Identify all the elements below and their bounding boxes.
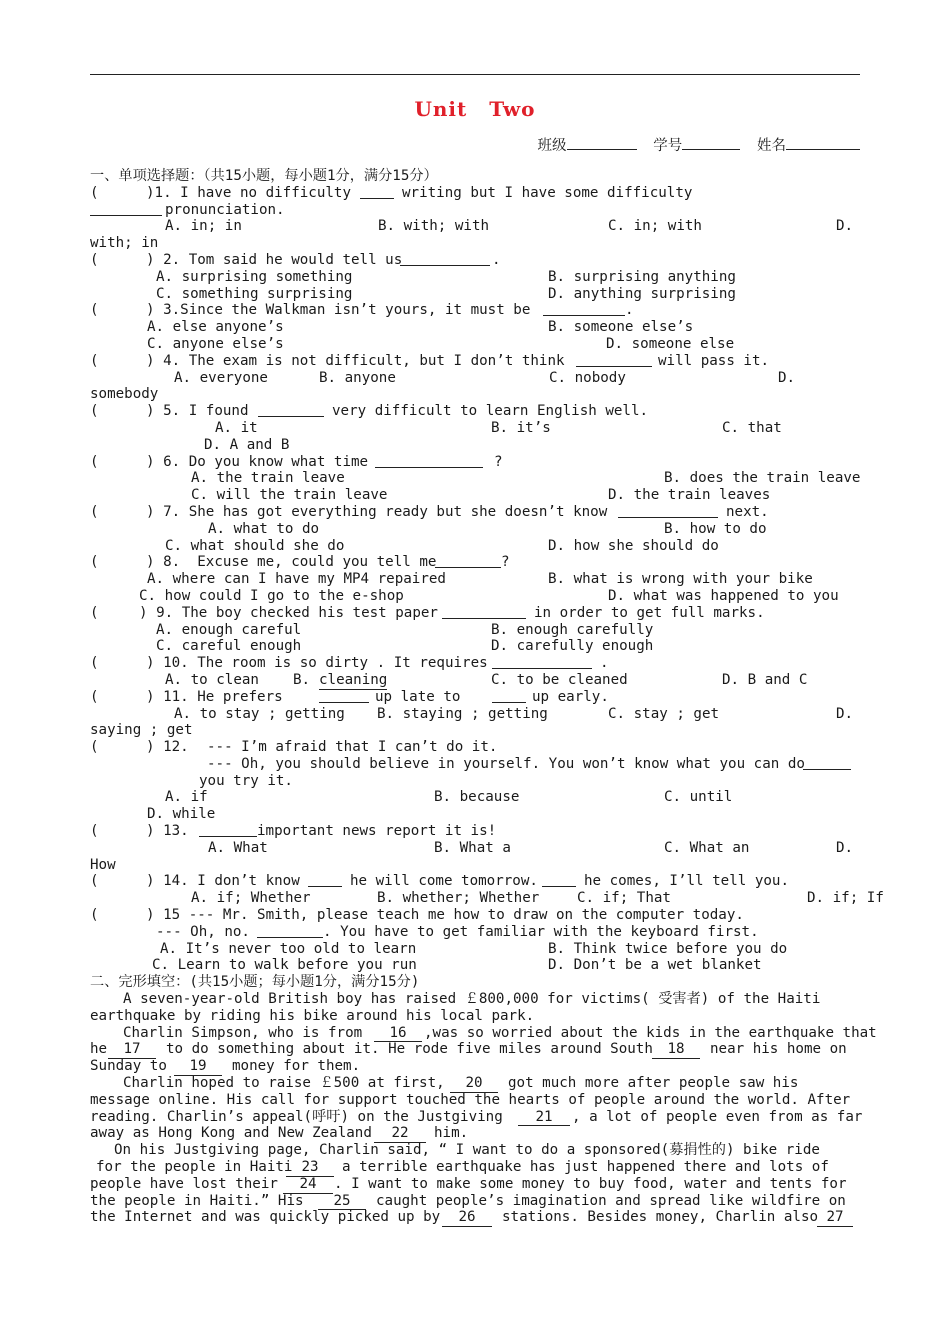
options-row: A. surprising something B. surprising anything xyxy=(156,268,736,285)
passage-line: for the people in Haiti 23 a terrible earthquake has just happened there and lots of xyxy=(96,1159,829,1176)
cloze-blank-24[interactable]: 24 xyxy=(283,1176,333,1194)
options-row: A. to clean B. cleaning C. to be cleaned D. B and C xyxy=(165,671,808,688)
question-7: ( ) 7. She has got everything ready but she doesn’t know next. xyxy=(90,503,769,520)
answer-blank[interactable] xyxy=(257,924,323,938)
cloze-blank-22[interactable]: 22 xyxy=(374,1125,426,1143)
class-label: 班级 xyxy=(537,138,567,154)
cloze-blank-23[interactable]: 23 xyxy=(286,1159,334,1177)
passage-line: Charlin hoped to raise ￡500 at first, 20 got much more after people saw his xyxy=(123,1075,799,1092)
options-row: D. A and B xyxy=(204,436,290,453)
options-row: D. while xyxy=(147,806,216,823)
section2-heading: 二、完形填空：(共15小题；每小题1分，满分15分) xyxy=(90,974,420,991)
cloze-blank-21[interactable]: 21 xyxy=(518,1109,570,1127)
page-title xyxy=(0,97,950,121)
question-14: ( ) 14. I don’t know he will come tomorrow. he comes, I’ll tell you. xyxy=(90,873,789,890)
cloze-blank-20[interactable]: 20 xyxy=(450,1075,498,1093)
question-10: ( ) 10. The room is so dirty . It requires . xyxy=(90,655,609,672)
id-label: 学号 xyxy=(653,138,683,154)
question-15: ( ) 15 --- Mr. Smith, please teach me how to draw on the computer today. xyxy=(90,907,744,924)
cloze-blank-16[interactable]: 16 xyxy=(374,1025,422,1043)
options-row: A. enough careful B. enough carefully xyxy=(156,621,654,638)
cloze-blank-26[interactable]: 26 xyxy=(442,1209,492,1227)
options-row: A. where can I have my MP4 repaired B. what is wrong with your bike xyxy=(147,571,813,588)
options-row: A. if; Whether B. whether; Whether C. if; That D. if; If xyxy=(191,890,884,907)
id-field[interactable] xyxy=(682,135,740,150)
answer-blank[interactable] xyxy=(442,605,526,619)
options-row: A. to stay ; getting B. staying ; getting C. stay ; get D. xyxy=(174,705,854,722)
section1-heading: 一、单项选择题：（共15小题，每小题1分，满分15分） xyxy=(90,168,438,184)
passage-line: reading. Charlin’s appeal(呼吁) on the Justgiving 21 , a lot of people even from as far xyxy=(90,1108,863,1125)
top-rule xyxy=(90,74,860,75)
name-field[interactable] xyxy=(786,135,860,150)
question-6: ( ) 6. Do you know what time ? xyxy=(90,453,503,470)
title-word-1: Unit xyxy=(414,97,468,121)
answer-blank[interactable] xyxy=(543,302,625,316)
answer-blank[interactable] xyxy=(542,873,576,887)
answer-blank[interactable] xyxy=(803,756,851,770)
passage-line: Sunday to 19 money for them. xyxy=(90,1058,361,1075)
options-row: C. what should she do D. how she should do xyxy=(165,537,719,554)
options-row: A. everyone B. anyone C. nobody D. xyxy=(174,369,796,386)
options-row: A. what to do B. how to do xyxy=(208,520,767,537)
answer-blank[interactable] xyxy=(90,202,162,216)
options-row: A. else anyone’s B. someone else’s xyxy=(147,319,694,336)
options-row: A. It’s never too old to learn B. Think twice before you do xyxy=(160,940,788,957)
question-5: ( ) 5. I found very difficult to learn English well. xyxy=(90,403,649,420)
answer-blank[interactable] xyxy=(400,252,490,266)
passage-line: Charlin Simpson, who is from 16 ,was so worried about the kids in the earthquake that xyxy=(123,1024,877,1041)
cloze-blank-27[interactable]: 27 xyxy=(817,1209,853,1227)
answer-blank[interactable] xyxy=(492,689,526,703)
passage-line: message online. His call for support touched the hearts of people around the world. After xyxy=(90,1091,851,1108)
passage-line: people have lost their 24 . I want to make some money to buy food, water and tents for xyxy=(90,1175,847,1192)
question-3: ( ) 3.Since the Walkman isn’t yours, it must be . xyxy=(90,302,634,319)
name-label: 姓名 xyxy=(757,138,786,154)
student-info-line xyxy=(538,134,860,155)
passage-line: the people in Haiti.” His 25 caught people’s imagination and spread like wildfire on xyxy=(90,1192,846,1209)
answer-blank[interactable] xyxy=(618,504,718,518)
answer-blank[interactable] xyxy=(258,403,324,417)
answer-blank[interactable] xyxy=(199,823,257,837)
cloze-blank-17[interactable]: 17 xyxy=(108,1041,156,1059)
class-field[interactable] xyxy=(567,135,637,150)
exam-content: 一、单项选择题：（共15小题，每小题1分，满分15分） ( )1. I have no difficulty writing but I have some difficulty pronunciation. A. in; in B. with; with C. in; with D. with; in ( ) 2. Tom said he would tell us . A. surprising something B. surprising anything C. something surprising D. anything surprising ( ) 3.Since the Walkman isn’t yours, it must be . A. else anyone’s B. someone else’s C. anyone else’s D. someone else ( ) 4. The exam is not difficult, but I don’t think will pass it. A. everyone B. anyone C. nobody D. somebody ( ) 5. I found very difficult to learn English well. A. it B. it’s C. that D. A and B ( ) 6. Do you know what time ? A. the train leave B. does the train leave C. will the train leave D. the train leaves ( ) 7. She has got everything ready but she doesn’t know next. A. what to do B. how to do C. what should she do D. how she should do ( ) 8. Excuse me, could you tell me ? A. where can I have my MP4 repaired B. what is wrong with your bike C. how could I go to the e-shop D. what was happened to you ( ) 9. The boy checked his test paper in order to get full marks. A. enough careful B. enough carefully C. careful enough D. carefully enough ( ) 10. The room is so dirty . It requires . A. to clean B. cleaning C. to be cleaned D. B and C ( ) 11. He prefers up late to up early. A. to stay ; getting B. staying ; getting C. stay ; get D. saying ; get ( ) 12. --- I’m afraid that I can’t do it. --- Oh, you should believe in yourself. You won’t know what you can do you try it. A. if B. because C. until D. while ( ) 13. important news report it is! A. What B. What a C. What an D. How ( ) 14. I don’t know he will come tomorrow. he comes, I’ll tell you. A. if; Whether B. whether; Whether C. if; That D. if; If ( ) 15 --- Mr. Smith, please teach me how to draw on the computer today. --- Oh, no. . You have to get familiar with the keyboard first. A. It’s never too old to learn B. Think twice before you do C. Learn to walk before you run D. Don’t be a wet blanket 二、完形填空：(共15小题；每小题1分，满分15分) A seven-year-old British boy has raised ￡800,000 for victims( 受害者) of the Haiti earthquake by riding his bike around his local park. Charlin Simpson, who is from 16 ,was so worried about the kids in the earthquake that he 17 to do something about it. He rode five miles around South 18 near his home on Sunday to 19 money for them. Charlin hoped to raise ￡500 at first, 20 got much more after people saw his message online. His call for support touched the hearts of people around the world. After reading. Charlin’s appeal(呼吁) on the Justgiving 21 , a lot of people even from as far away as Hong Kong and New Zealand 22 him. On his Justgiving page, Charlin said, “ I want to do a sponsored(募捐性的) bike ride for the people in Haiti 23 a terrible earthquake has just happened there and lots of people have lost their 24 . I want to make some money to buy food, water and tents for the people in Haiti.” His 25 caught people’s imagination and spread like wildfire on the Internet and was quickly picked up by 26 stations. Besides money, Charlin also 27 xyxy=(90,168,884,1226)
question-8: ( ) 8. Excuse me, could you tell me ? xyxy=(90,554,510,571)
options-row: A. the train leave B. does the train leave xyxy=(191,470,861,487)
options-row: A. if B. because C. until xyxy=(165,789,733,806)
options-row: C. anyone else’s D. someone else xyxy=(147,335,735,352)
answer-blank[interactable] xyxy=(435,554,501,568)
cloze-blank-19[interactable]: 19 xyxy=(174,1058,222,1076)
question-2: ( ) 2. Tom said he would tell us . xyxy=(90,251,501,268)
question-4: ( ) 4. The exam is not difficult, but I don’t think will pass it. xyxy=(90,352,770,369)
options-row: C. will the train leave D. the train leaves xyxy=(191,487,771,504)
passage-line: away as Hong Kong and New Zealand 22 him. xyxy=(90,1125,469,1142)
cloze-blank-18[interactable]: 18 xyxy=(652,1041,700,1059)
answer-blank[interactable] xyxy=(308,873,342,887)
question-1: ( )1. I have no difficulty writing but I have some difficulty xyxy=(90,184,693,201)
answer-blank[interactable] xyxy=(319,689,369,703)
question-13: ( ) 13. important news report it is! xyxy=(90,823,497,840)
passage-line: On his Justgiving page, Charlin said, “ I want to do a sponsored(募捐性的) bike ride xyxy=(114,1142,820,1159)
question-12: ( ) 12. --- I’m afraid that I can’t do it. xyxy=(90,739,498,756)
cloze-blank-25[interactable]: 25 xyxy=(318,1193,366,1211)
answer-blank[interactable] xyxy=(375,454,483,468)
passage-line: he 17 to do something about it. He rode five miles around South 18 near his home on xyxy=(90,1041,847,1058)
passage-line: the Internet and was quickly picked up by 26 stations. Besides money, Charlin also 27 xyxy=(90,1209,860,1226)
options-row: C. careful enough D. carefully enough xyxy=(156,638,654,655)
options-row: C. something surprising D. anything surprising xyxy=(156,285,736,302)
options-row: C. Learn to walk before you run D. Don’t be a wet blanket xyxy=(152,957,762,974)
title-word-2: Two xyxy=(489,97,536,121)
options-row: C. how could I go to the e-shop D. what was happened to you xyxy=(139,587,839,604)
answer-blank[interactable] xyxy=(576,353,652,367)
options-row: A. What B. What a C. What an D. xyxy=(208,839,854,856)
question-11: ( ) 11. He prefers up late to up early. xyxy=(90,688,609,705)
options-row: A. it B. it’s C. that xyxy=(215,419,782,436)
answer-blank[interactable] xyxy=(360,185,394,199)
question-9: ( ) 9. The boy checked his test paper in order to get full marks. xyxy=(90,604,765,621)
passage-line: earthquake by riding his bike around his local park. xyxy=(90,1007,535,1024)
answer-blank[interactable] xyxy=(492,655,592,669)
options-row: A. in; in B. with; with C. in; with D. xyxy=(165,218,854,235)
passage-line: A seven-year-old British boy has raised ￡800,000 for victims( 受害者) of the Haiti xyxy=(123,991,821,1008)
